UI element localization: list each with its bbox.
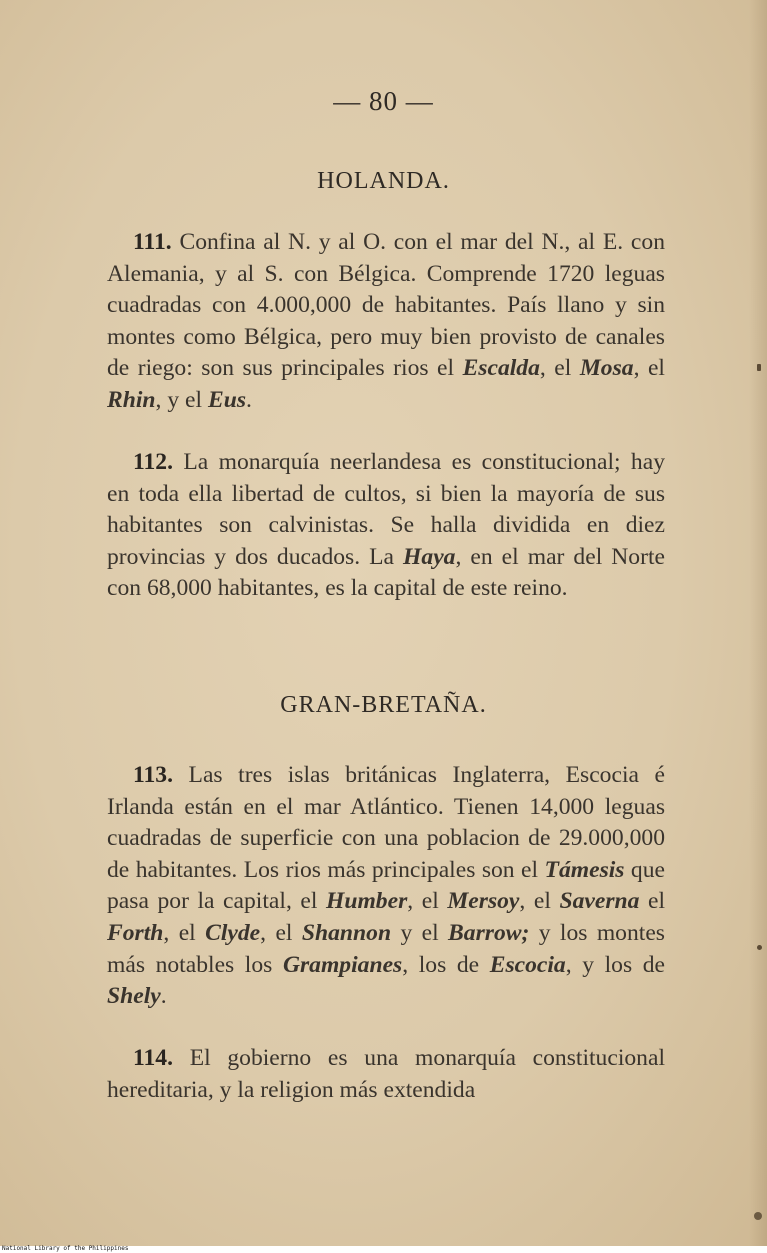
paragraph-number: 114.: [133, 1045, 173, 1071]
section-title-gran-bretana: GRAN-BRETAÑA.: [280, 692, 487, 718]
italic-place-name: Mosa: [579, 355, 634, 382]
italic-place-name: Humber: [325, 888, 408, 915]
italic-place-name: Shely: [107, 983, 161, 1010]
italic-place-name: Clyde: [205, 919, 261, 946]
paragraph-114: 114. El gobierno es una monarquía constitucional hereditaria, y la religion más extendida: [107, 1045, 665, 1103]
section-title-holanda: HOLANDA.: [317, 168, 450, 194]
italic-place-name: Eus: [207, 386, 247, 413]
page-number: — 80 —: [333, 86, 434, 116]
italic-place-name: Támesis: [544, 856, 625, 883]
italic-place-name: Mersoy: [447, 888, 520, 915]
italic-place-name: Rhin: [107, 386, 156, 413]
italic-place-name: Forth: [107, 919, 164, 946]
italic-place-name: Haya: [403, 543, 456, 570]
paragraph-111: 111. Confina al N. y al O. con el mar del N., al E. con Alemania, y al S. con Bélgica. Comprende 1720 leguas cuadradas con 4.000,000 de habitantes. País llano y sin montes como Bélgica, pero muy bien provisto de canales de riego: son sus principales rios el Escalda, el Mosa, el Rhin, y el Eus.: [107, 229, 665, 413]
paper-speck: [757, 945, 762, 950]
paper-speck: [754, 1212, 762, 1220]
footer-watermark: National Library of the Philippines: [2, 1245, 129, 1252]
italic-place-name: Escalda: [462, 355, 540, 382]
italic-place-name: Shannon: [301, 919, 392, 946]
paragraph-number: 113.: [133, 762, 173, 788]
paragraph-113: 113. Las tres islas británicas Inglaterra, Escocia é Irlanda están en el mar Atlántico. Tienen 14,000 leguas cuadradas de superficie con una poblacion de 29.000,000 de habitantes. Los rios más principales son el Támesis que pasa por la capital, el Humber, el Mersoy, el Saverna el Forth, el Clyde, el Shannon y el Barrow; y los montes más notables los Grampianes, los de Escocia, y los de Shely.: [107, 762, 666, 1010]
italic-place-name: Escocia: [489, 951, 566, 978]
paragraph-number: 111.: [133, 229, 172, 255]
paper-speck: [757, 364, 761, 371]
italic-place-name: Barrow;: [448, 919, 530, 946]
italic-place-name: Saverna: [559, 888, 640, 915]
italic-place-name: Grampianes: [282, 951, 403, 978]
paragraph-number: 112.: [133, 449, 173, 475]
paragraph-112: 112. La monarquía neerlandesa es constitucional; hay en toda ella libertad de cultos, si bien la mayoría de sus habitantes son calvinistas. Se halla dividida en diez provincias y dos ducados. La Haya, en el mar del Norte con 68,000 habitantes, es la capital de este reino.: [107, 449, 665, 602]
